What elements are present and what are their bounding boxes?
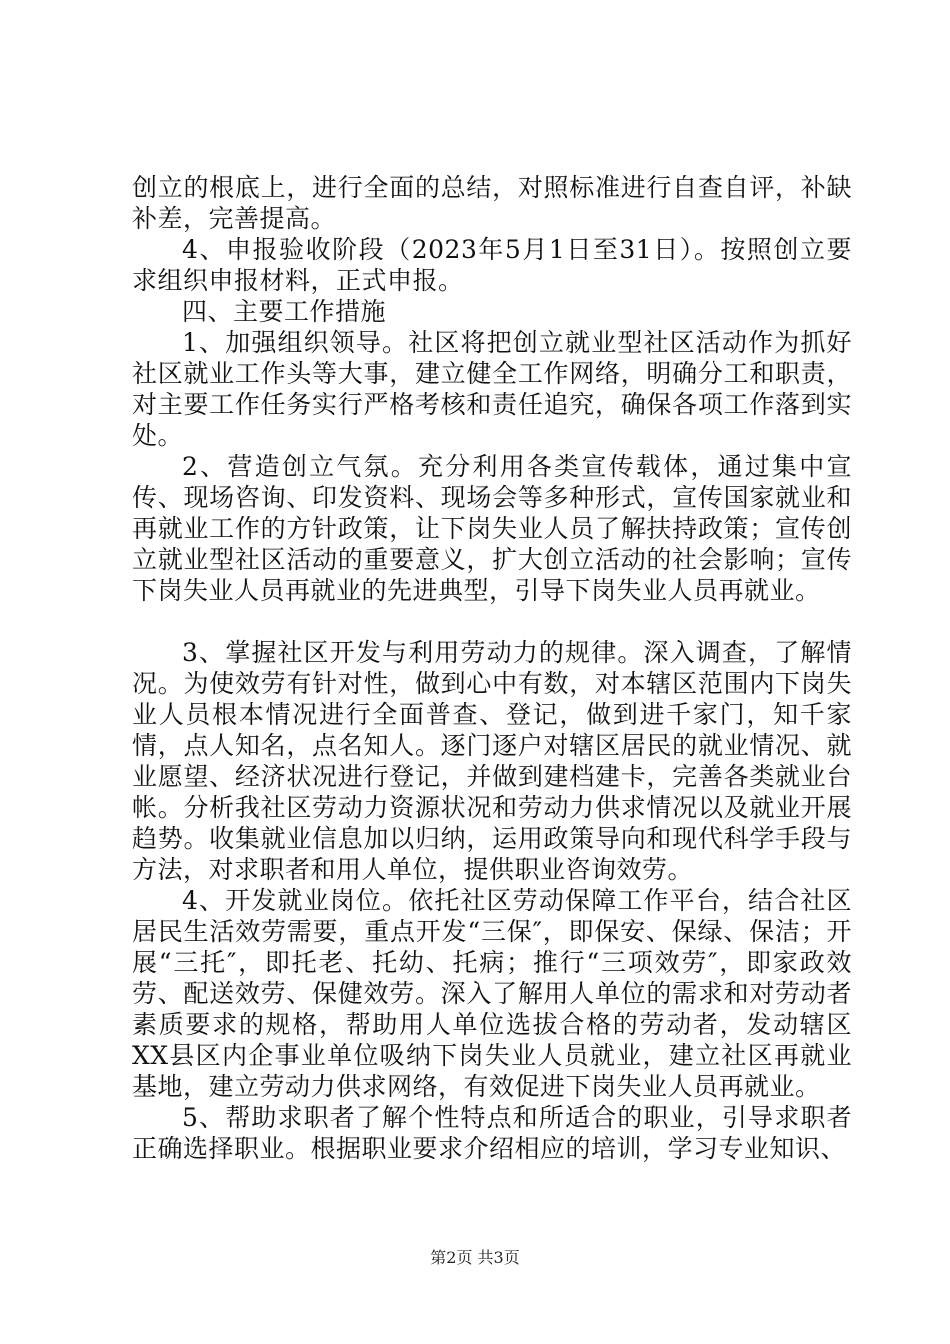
paragraph-continued: 创立的根底上，进行全面的总结，对照标准进行自查自评，补缺补差，完善提高。: [132, 173, 852, 233]
paragraph-measure-3: 3、掌握社区开发与利用劳动力的规律。深入调查，了解情况。为使效劳有针对性，做到心中有数，对本辖区范围内下岗失业人员根本情况进行全面普查、登记，做到进千家门，知千家情，点人知名，点名知人。逐门逐户对辖区居民的就业情况、就业愿望、经济状况进行登记，并做到建档建卡，完善各类就业台帐。分析我社区劳动力资源状况和劳动力供求情况以及就业开展趋势。收集就业信息加以归纳，运用政策导向和现代科学手段与方法，对求职者和用人单位，提供职业咨询效劳。: [132, 638, 852, 884]
paragraph-measure-4: 4、开发就业岗位。依托社区劳动保障工作平台，结合社区居民生活效劳需要，重点开发“三保″，即保安、保绿、保洁；开展“三托″，即托老、托幼、托病；推行“三项效劳″，即家政效劳、配送效劳、保健效劳。深入了解用人单位的需求和对劳动者素质要求的规格，帮助用人单位选拔合格的劳动者，发动辖区XX县区内企事业单位吸纳下岗失业人员就业，建立社区再就业基地，建立劳动力供求网络，有效促进下岗失业人员再就业。: [132, 886, 852, 1101]
section-heading-measures: 四、主要工作措施: [182, 297, 387, 326]
paragraph-measure-2: 2、营造创立气氛。充分利用各类宣传载体，通过集中宣传、现场咨询、印发资料、现场会等多种形式，宣传国家就业和再就业工作的方针政策，让下岗失业人员了解扶持政策；宣传创立就业型社区活动的重要意义，扩大创立活动的社会影响；宣传下岗失业人员再就业的先进典型，引导下岗失业人员再就业。: [132, 452, 852, 605]
page-footer: 第2页 共3页: [430, 1248, 520, 1267]
document-body: [132, 172, 852, 1164]
paragraph-measure-1: 1、加强组织领导。社区将把创立就业型社区活动作为抓好社区就业工作头等大事，建立健全工作网络，明确分工和职责，对主要工作任务实行严格考核和责任追究，确保各项工作落到实处。: [132, 328, 852, 450]
paragraph-stage-4: 4、申报验收阶段（2023年5月1日至31日）。按照创立要求组织申报材料，正式申报。: [132, 235, 852, 295]
blank-line: [132, 606, 852, 637]
paragraph-measure-5: 5、帮助求职者了解个性特点和所适合的职业，引导求职者正确选择职业。根据职业要求介绍相应的培训，学习专业知识、: [132, 1103, 852, 1163]
